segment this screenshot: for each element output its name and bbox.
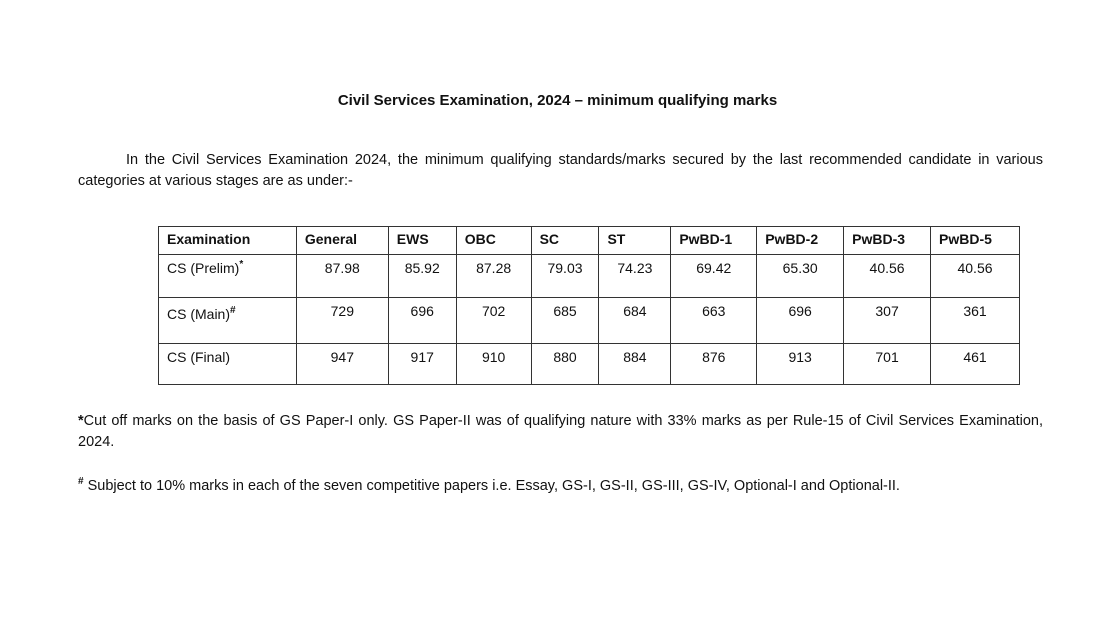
table-row-final: [159, 344, 1020, 385]
row-label-final: CS (Final): [159, 344, 297, 385]
table-cell: 40.56: [844, 255, 931, 298]
table-row-main: [159, 298, 1020, 344]
table-cell: 696: [388, 298, 456, 344]
qualifying-marks-table: [158, 226, 1020, 385]
table-cell: 87.98: [296, 255, 388, 298]
table-cell: 461: [931, 344, 1020, 385]
table-cell: 696: [757, 298, 844, 344]
table-cell: 884: [599, 344, 671, 385]
row-label-main: CS (Main)#: [159, 298, 297, 344]
header-pwbd-5: PwBD-5: [931, 227, 1020, 255]
header-st: ST: [599, 227, 671, 255]
table-cell: 65.30: [757, 255, 844, 298]
main-footnote-mark: #: [230, 305, 236, 316]
header-examination: Examination: [159, 227, 297, 255]
table-cell: 947: [296, 344, 388, 385]
header-pwbd-2: PwBD-2: [757, 227, 844, 255]
prelim-footnote-mark: *: [239, 259, 244, 270]
table-cell: 910: [456, 344, 531, 385]
table-cell: 79.03: [531, 255, 599, 298]
table-cell: 87.28: [456, 255, 531, 298]
table-cell: 701: [844, 344, 931, 385]
header-pwbd-1: PwBD-1: [671, 227, 757, 255]
row-label-prelim: CS (Prelim)*: [159, 255, 297, 298]
footnote-prelim-text: Cut off marks on the basis of GS Paper-I only. GS Paper-II was of qualifying nature with 33% marks as per Rule-15 of Civil Services Examination, 2024.: [78, 413, 1043, 450]
table-row-prelim: [159, 255, 1020, 298]
table-cell: 684: [599, 298, 671, 344]
table-cell: 913: [757, 344, 844, 385]
table-cell: 69.42: [671, 255, 757, 298]
intro-paragraph: In the Civil Services Examination 2024, the minimum qualifying standards/marks secured by the last recommended candidate in various categories at various stages are as under:-: [78, 152, 1043, 189]
footnote-prelim: [78, 411, 1043, 453]
header-ews: EWS: [388, 227, 456, 255]
document-title: Civil Services Examination, 2024 – minimum qualifying marks: [337, 92, 778, 109]
table-cell: 663: [671, 298, 757, 344]
table-cell: 74.23: [599, 255, 671, 298]
table-cell: 361: [931, 298, 1020, 344]
footnote-asterisk: *: [78, 413, 84, 429]
table-cell: 40.56: [931, 255, 1020, 298]
table-cell: 85.92: [388, 255, 456, 298]
table-cell: 702: [456, 298, 531, 344]
table-cell: 917: [388, 344, 456, 385]
header-pwbd-3: PwBD-3: [844, 227, 931, 255]
table-header-row: [159, 227, 1020, 255]
header-obc: OBC: [456, 227, 531, 255]
table-cell: 729: [296, 298, 388, 344]
header-general: General: [296, 227, 388, 255]
header-sc: SC: [531, 227, 599, 255]
footnote-main: [78, 476, 1043, 497]
footnote-main-text: Subject to 10% marks in each of the seven competitive papers i.e. Essay, GS-I, GS-II, GS-III, GS-IV, Optional-I and Optional-II.: [83, 478, 900, 494]
footnote-hash: #: [78, 476, 84, 487]
table-cell: 880: [531, 344, 599, 385]
table-cell: 307: [844, 298, 931, 344]
table-cell: 685: [531, 298, 599, 344]
table-cell: 876: [671, 344, 757, 385]
